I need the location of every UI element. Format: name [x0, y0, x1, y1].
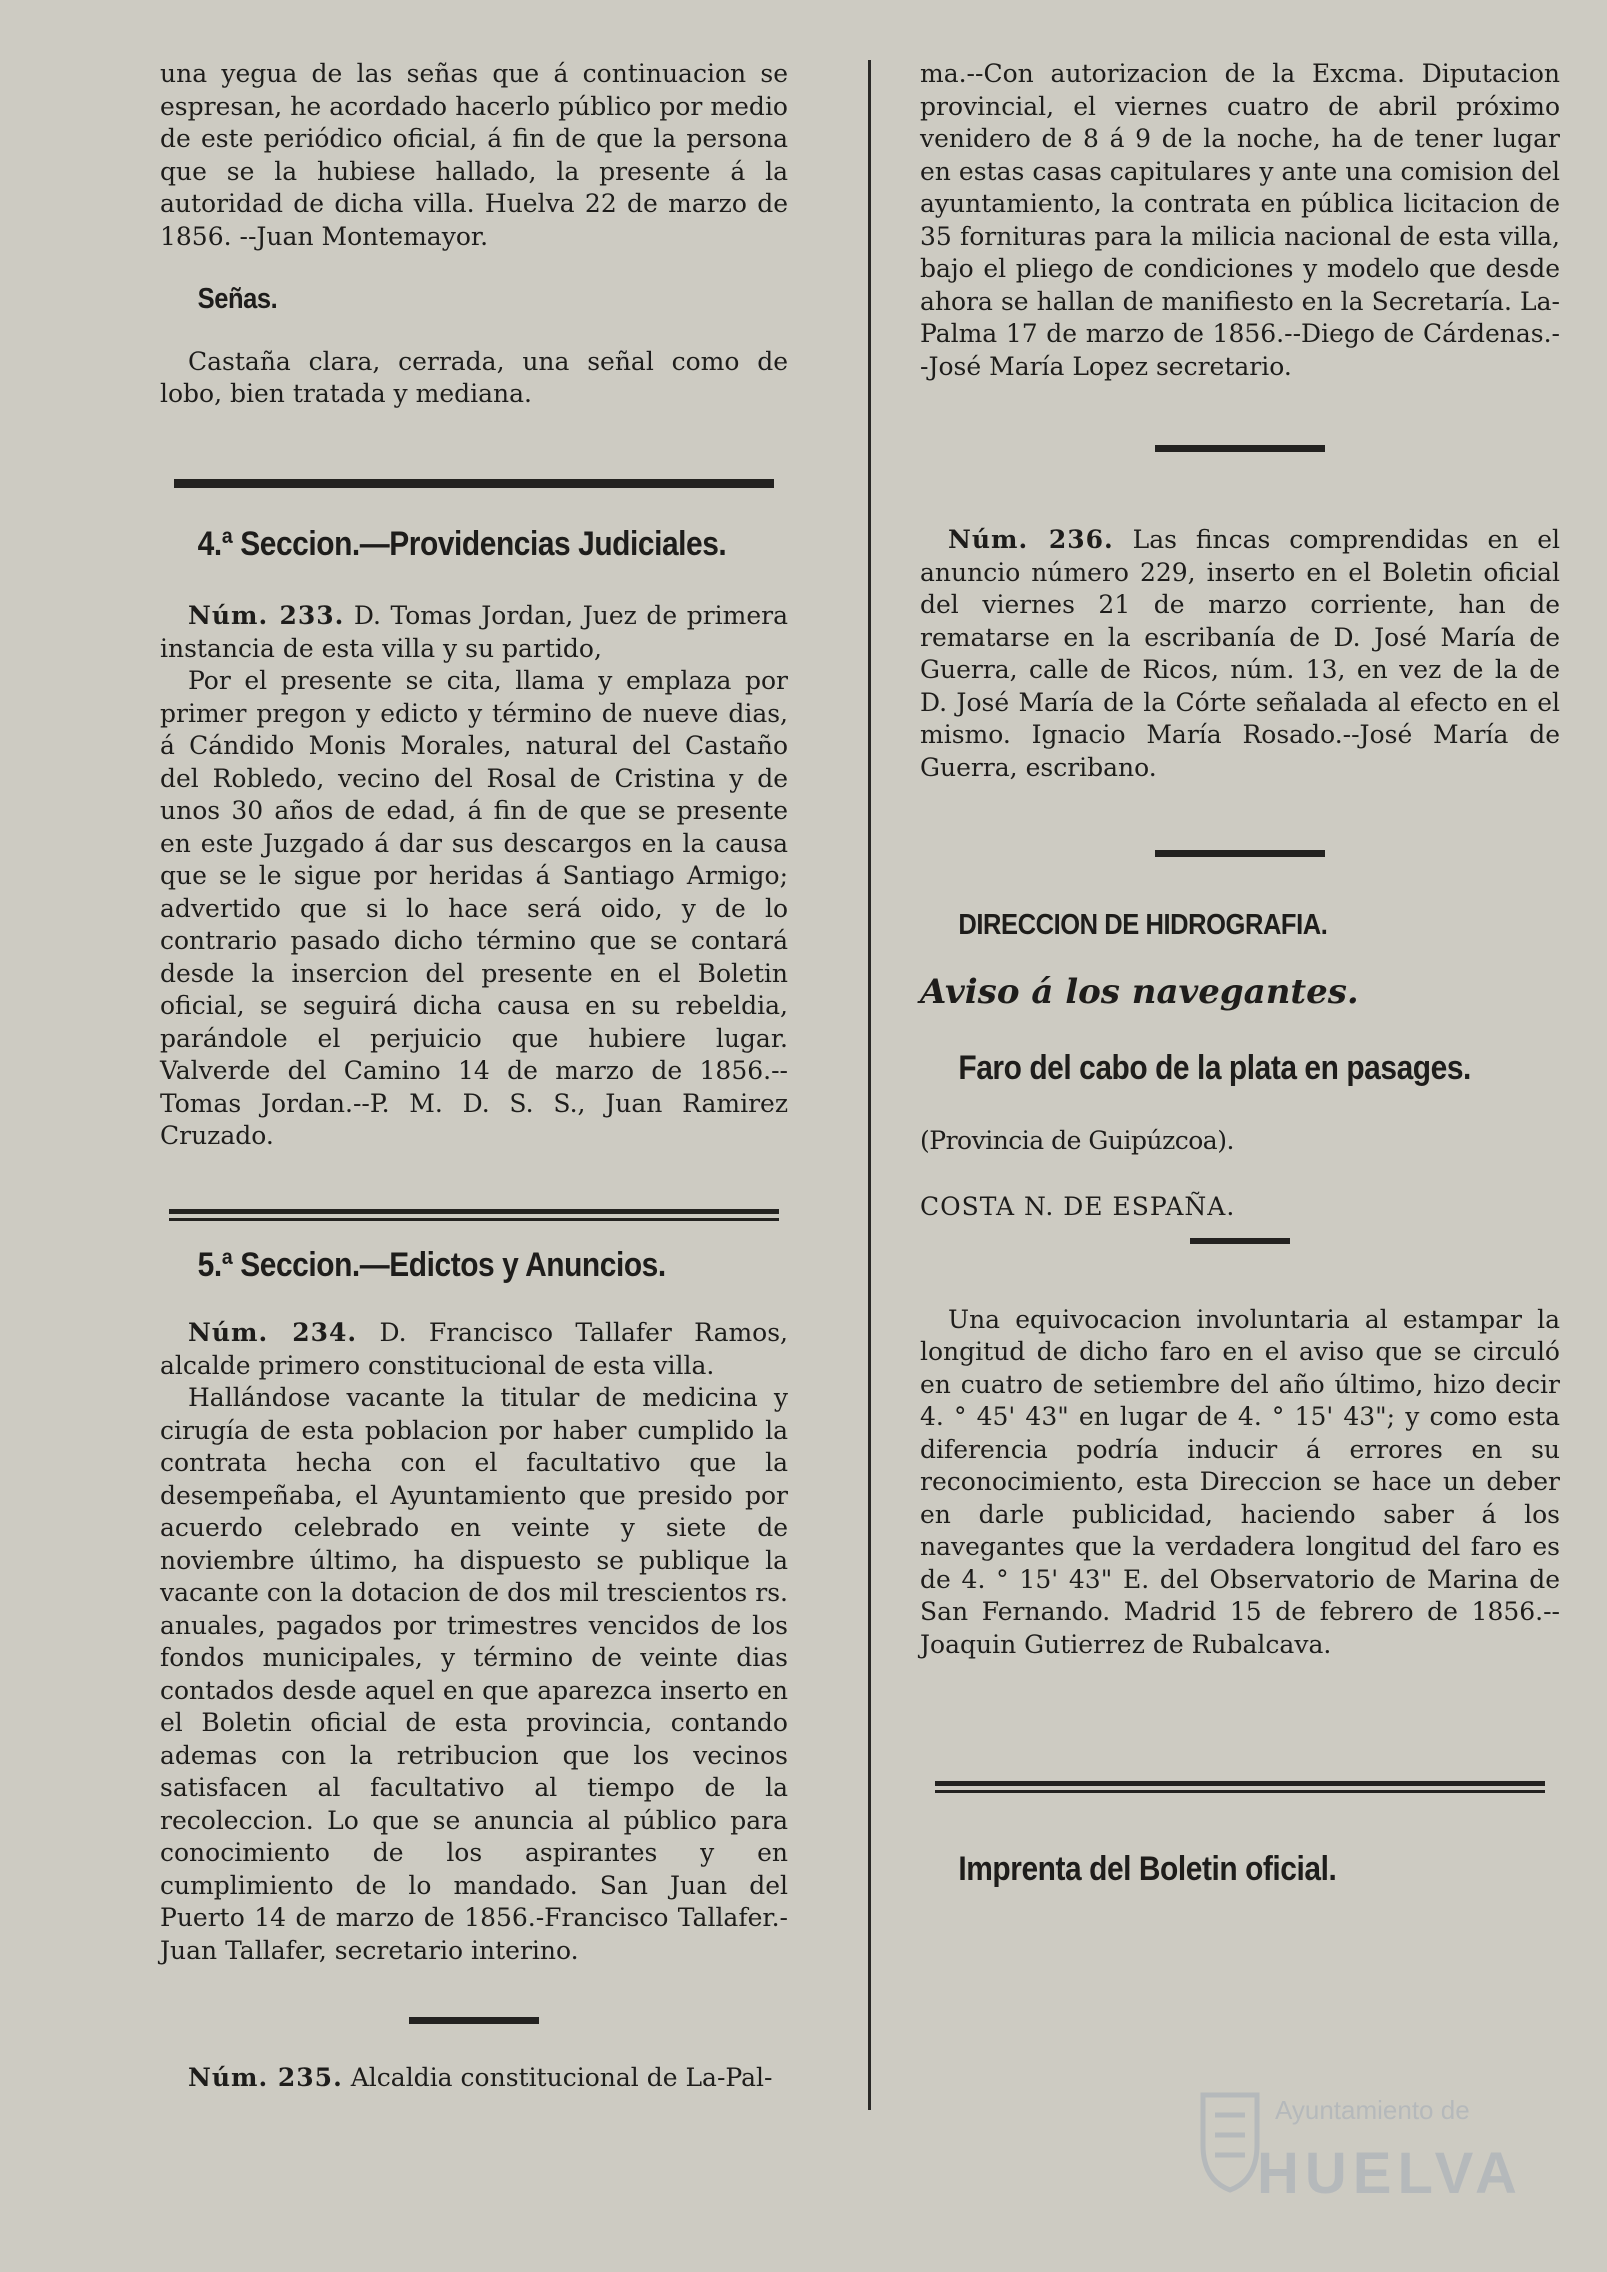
senas-text: Castaña clara, cerrada, una señal como de lobo, bien tratada y mediana. [160, 346, 788, 408]
provincia-line: (Provincia de Guipúzcoa). [920, 1125, 1234, 1155]
short-rule [409, 2017, 539, 2024]
right-column [920, 58, 1560, 1886]
faro-heading: Faro del cabo de la plata en pasages. [958, 1049, 1471, 1087]
notice-236-number: Núm. 236. [948, 525, 1114, 554]
notice-235-start: Núm. 235. Alcaldia constitucional de La-Pal- [188, 2063, 773, 2092]
faro-correction-text: Una equivocacion involuntaria al estampar la longitud de dicho faro en el aviso que se circuló en cuatro de setiembre del año último, hizo decir 4. ° 45' 43" en lugar de 4. ° 15' 43"; y como esta diferencia podría inducir á errores en su reconocimiento, esta Direccion se hace un deber en darle publicidad, haciendo saber á los navegantes que la verdadera longitud del faro es de 4. ° 15' 43" E. del Observatorio de Marina de San Fernando. Madrid 15 de febrero de 1856.--Joaquin Gutierrez de Rubalcava. [920, 1304, 1560, 1659]
notice-234-number: Núm. 234. [188, 1318, 358, 1347]
short-rule [1155, 850, 1325, 857]
section-rule [174, 479, 774, 488]
coat-of-arms-icon [1195, 2085, 1265, 2195]
column-divider [868, 60, 871, 2110]
imprenta-footer: Imprenta del Boletin oficial. [958, 1850, 1337, 1888]
senas-heading: Señas. [197, 283, 278, 315]
short-rule [1155, 445, 1325, 452]
costa-line: COSTA N. DE ESPAÑA. [920, 1192, 1236, 1221]
notice-236: Núm. 236. Las fincas comprendidas en el anuncio número 229, inserto en el Boletin oficial del viernes 21 de marzo corriente, han de rematarse en la escribanía de D. José María de Guerra, calle de Ricos, núm. 13, en vez de la de D. José María de la Córte señalada al efecto en el mismo. Ignacio María Rosado.--José María de Guerra, escribano. [920, 525, 1561, 782]
direccion-hidrografia-heading: DIRECCION DE HIDROGRAFIA. [958, 909, 1328, 941]
notice-235-number: Núm. 235. [188, 2063, 343, 2092]
notice-234-intro: Núm. 234. D. Francisco Tallafer Ramos, alcalde primero constitucional de esta villa. [160, 1318, 789, 1380]
ayuntamiento-huelva-watermark [1195, 2085, 1535, 2235]
yegua-notice-text: una yegua de las señas que á continuacion se espresan, he acordado hacerlo público por medio de este periódico oficial, á fin de que la persona que se la hubiese hallado, la presente á la autoridad de dicha villa. Huelva 22 de marzo de 1856. --Juan Montemayor. [160, 59, 788, 251]
aviso-navegantes-heading: Aviso á los navegantes. [920, 971, 1359, 1012]
left-column [160, 58, 788, 2095]
watermark-main-text: HUELVA [1257, 2141, 1523, 2206]
watermark-top-text: Ayuntamiento de [1275, 2095, 1470, 2125]
notice-234-body: Hallándose vacante la titular de medicina y cirugía de esta poblacion por haber cumplido la contrata hecha con el facultativo que la desempeñaba, el Ayuntamiento que presido por acuerdo celebrado en veinte y siete de noviembre último, ha dispuesto se publique la vacante con la dotacion de dos mil trescientos rs. anuales, pagados por trimestres vencidos de los fondos municipales, y término de veinte dias contados desde aquel en que aparezca inserto en el Boletin oficial de esta provincia, contando ademas con la retribucion que los vecinos satisfacen al facultativo al tiempo de la recoleccion. Lo que se anuncia al público para conocimiento de los aspirantes y en cumplimiento de lo mandado. San Juan del Puerto 14 de marzo de 1856.-Francisco Tallafer.-Juan Tallafer, secretario interino. [160, 1383, 788, 1965]
section-5-heading: 5.ª Seccion.—Edictos y Anuncios. [197, 1245, 666, 1284]
section-4-heading: 4.ª Seccion.—Providencias Judiciales. [197, 524, 727, 563]
notice-233-number: Núm. 233. [188, 601, 345, 630]
notice-233-intro: Núm. 233. D. Tomas Jordan, Juez de primera instancia de esta villa y su partido, [160, 601, 789, 663]
section-rule [169, 1209, 779, 1221]
notice-235-continuation: ma.--Con autorizacion de la Excma. Diputacion provincial, el viernes cuatro de abril próximo venidero de 8 á 9 de la noche, ha de tener lugar en estas casas capitulares y ante una comision del ayuntamiento, la contrata en pública licitacion de 35 fornituras para la milicia nacional de esta villa, bajo el pliego de condiciones y modelo que desde ahora se hallan de manifiesto en la Secretaría. La-Palma 17 de marzo de 1856.--Diego de Cárdenas.--José María Lopez secretario. [920, 59, 1560, 381]
section-rule [935, 1781, 1545, 1793]
notice-233-body: Por el presente se cita, llama y emplaza por primer pregon y edicto y término de nueve dias, á Cándido Monis Morales, natural del Castaño del Robledo, vecino del Rosal de Cristina y de unos 30 años de edad, á fin de que se presente en este Juzgado á dar sus descargos en la causa que se le sigue por heridas á Santiago Armigo; advertido que si lo hace será oido, y de lo contrario pasado dicho término que se contará desde la insercion del presente en el Boletin oficial, se seguirá dicha causa en su rebeldia, parándole el perjuicio que hubiere lugar. Valverde del Camino 14 de marzo de 1856.--Tomas Jordan.--P. M. D. S. S., Juan Ramirez Cruzado. [160, 666, 788, 1150]
